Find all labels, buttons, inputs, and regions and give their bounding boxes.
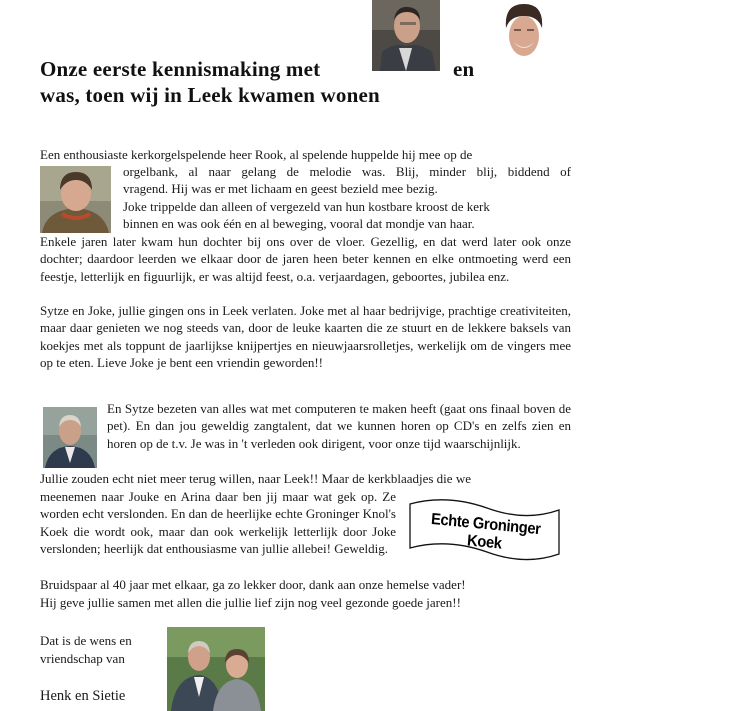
para-4: En Sytze bezeten van alles wat met computeren te maken heeft (gaat ons finaal boven de pet). En dan jou geweldig zangtalent, dat we kunnen horen op CD's en zelfs zien en horen op de t.v. Je was in 't verleden ook dirigent, voor onze tijd waarschijnlijk. bbox=[107, 401, 571, 451]
para-3: Sytze en Joke, jullie gingen ons in Leek verlaten. Joke met al haar bedrijvige, prachtige creativiteiten, maar daar genieten we nog steeds van, door de leuke kaarten die ze stuurt en de lekkere baksels van koekjes met als toppunt de jaarlijkse knijpertjes en nieuwjaarsrolletjes, werkelijk om de vingers mee op te eten. Lieve Joke je bent een vriendin geworden!! bbox=[40, 303, 571, 370]
closing-line-1: Dat is de wens en bbox=[40, 633, 132, 648]
title-line-2: was, toen wij in Leek kwamen wonen bbox=[40, 83, 380, 107]
banner-text: Echte Groninger Koek bbox=[430, 510, 542, 553]
para-1-line-2: orgelbank, al naar gelang de melodie was. Blij, minder blij, biddend of bbox=[123, 164, 571, 179]
para-1-line-5: binnen en was ook één en al beweging, vooral dat mondje van haar. bbox=[123, 216, 475, 231]
signature: Henk en Sietie bbox=[40, 688, 126, 704]
para-6-line-2: Hij geve jullie samen met allen die jullie lief zijn nog veel gezonde goede jaren!! bbox=[40, 595, 461, 610]
man-photo bbox=[372, 0, 440, 71]
para-6-line-1: Bruidspaar al 40 jaar met elkaar, ga zo lekker door, dank aan onze hemelse vader! bbox=[40, 577, 466, 592]
para-5-line-1: Jullie zouden echt niet meer terug willen, naar Leek!! Maar de kerkblaadjes die we bbox=[40, 471, 471, 486]
para-2: Enkele jaren later kwam hun dochter bij ons over de vloer. Gezellig, en dat werd later ook onze dochter; daardoor leerden we elkaar door de jaren heen beter kennen en elke ontmoeting werd een feestje, letterlijk en figuurlijk, er was altijd feest, o.a. verjaardagen, geboortes, jubilea enz. bbox=[40, 234, 571, 284]
para-1-line-4: Joke trippelde dan alleen of vergezeld van hun kostbare kroost de kerk bbox=[123, 199, 490, 214]
para-1-line-3: vragend. Hij was er met lichaam en geest bezield mee bezig. bbox=[123, 181, 438, 196]
title-line-1a: Onze eerste kennismaking met bbox=[40, 57, 321, 81]
joke-photo bbox=[40, 166, 111, 233]
couple-photo bbox=[167, 627, 265, 711]
closing-line-2: vriendschap van bbox=[40, 651, 125, 666]
title-line-1b: en bbox=[453, 57, 475, 81]
woman-photo bbox=[500, 2, 548, 68]
koek-banner bbox=[407, 496, 563, 562]
para-1-line-1: Een enthousiaste kerkorgelspelende heer Rook, al spelende huppelde hij mee op de bbox=[40, 147, 473, 162]
para-5-rest: meenemen naar Jouke en Arina daar ben jij maar wat gek op. Ze worden echt verslonden. En dan de heerlijke echte Groninger Knol's Koek die wordt ook, maar dan ook werkelijk letterlijk door Joke verslonden; heerlijk dat enthousiasme van jullie allebei! Geweldig. bbox=[40, 489, 396, 556]
sytze-photo bbox=[43, 407, 97, 468]
